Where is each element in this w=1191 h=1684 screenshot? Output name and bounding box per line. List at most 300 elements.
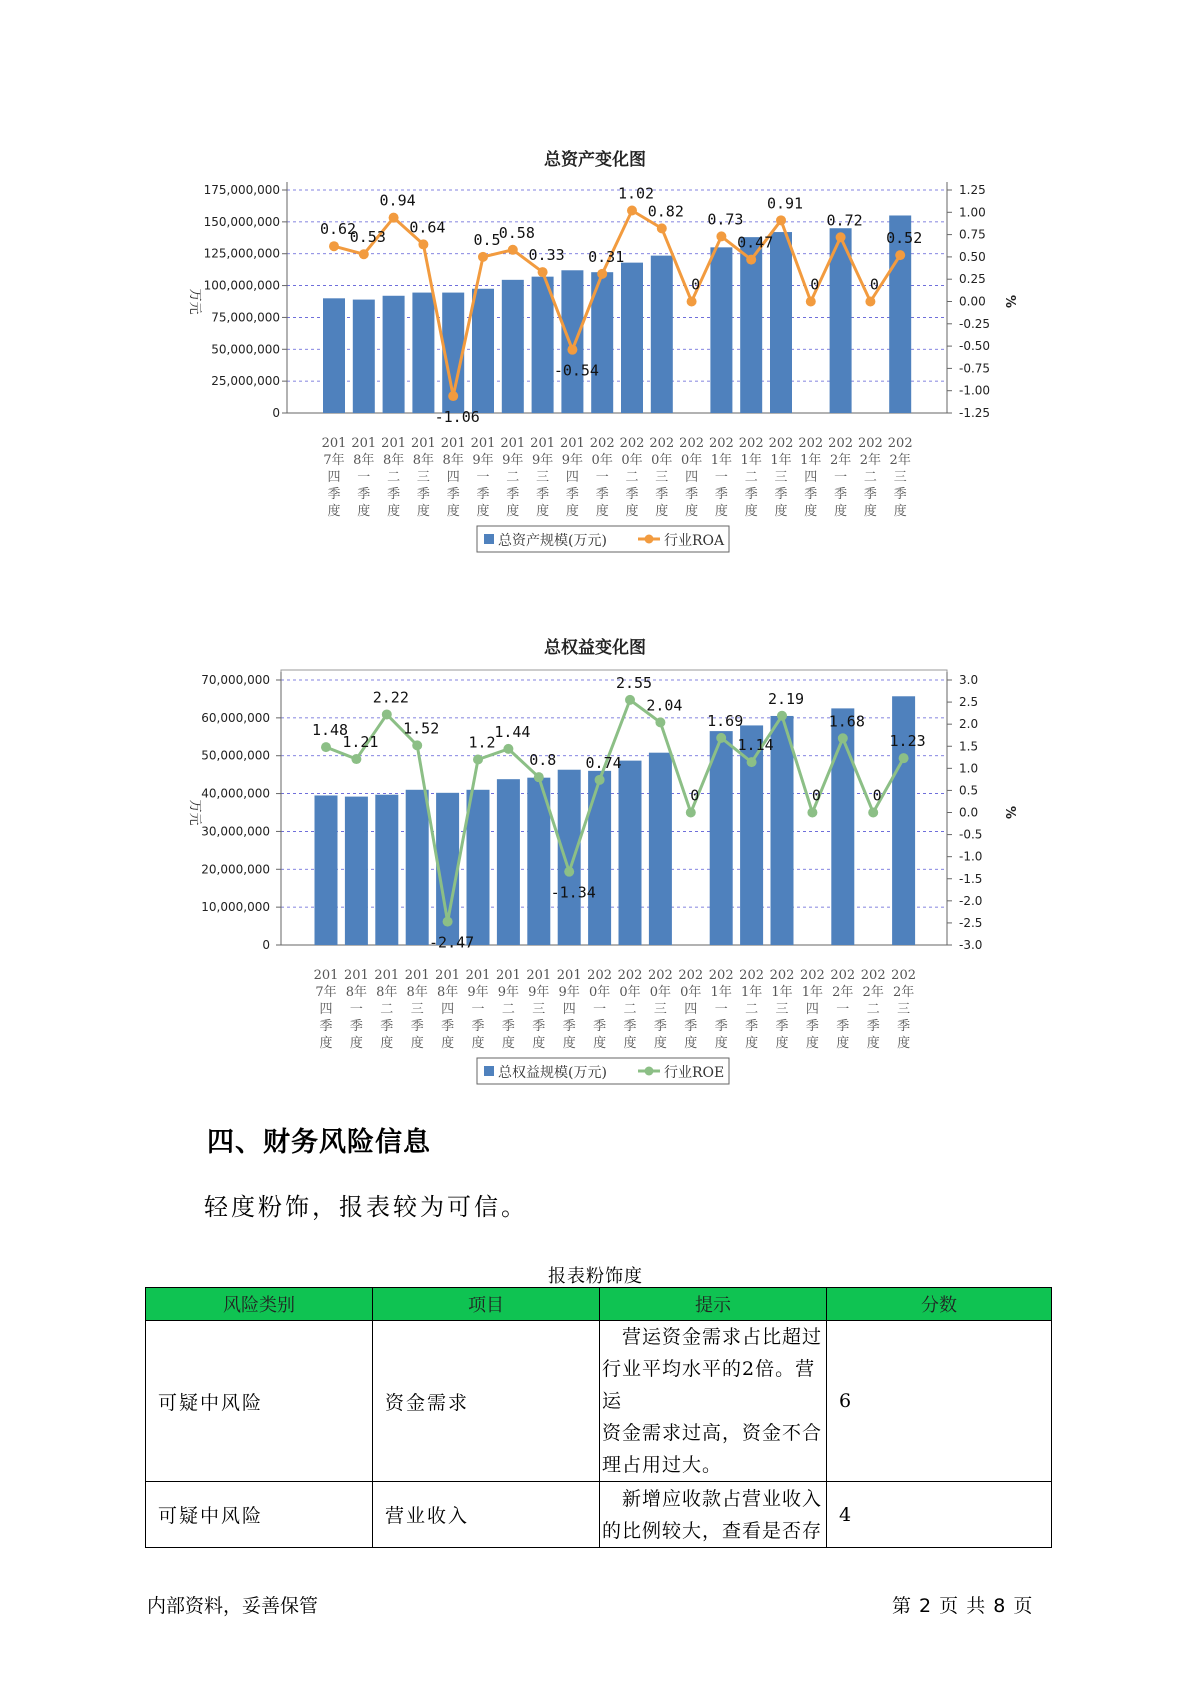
x-tick-label: 季: [774, 487, 788, 502]
bar: [345, 797, 368, 945]
bar: [532, 277, 554, 413]
x-tick-label: 202: [860, 968, 886, 983]
x-tick-label: 度: [714, 504, 728, 519]
x-tick-label: 度: [655, 504, 669, 519]
risk-table: [145, 1287, 1052, 1548]
x-tick-label: 三: [655, 470, 669, 485]
bar: [375, 795, 398, 945]
x-tick-label: 季: [562, 1019, 576, 1034]
line-point: [838, 733, 848, 743]
y2-tick-label: -1.25: [959, 406, 991, 420]
line-point: [503, 744, 513, 754]
header-tip: 提示: [600, 1288, 827, 1321]
x-tick-label: 季: [625, 487, 639, 502]
x-tick-label: 一: [714, 470, 728, 485]
x-tick-label: 202: [708, 968, 734, 983]
x-tick-label: 202: [769, 968, 795, 983]
bar: [315, 795, 338, 945]
x-tick-label: 一: [714, 1002, 728, 1017]
bar: [502, 280, 524, 413]
x-tick-label: 二: [745, 1002, 759, 1017]
x-tick-label: 202: [678, 968, 704, 983]
x-tick-label: 202: [619, 436, 645, 451]
x-tick-label: 1年: [801, 985, 824, 1000]
bar: [771, 716, 794, 945]
footer-page-number: 第 2 页 共 8 页: [892, 1595, 1034, 1617]
y-tick-label: 20,000,000: [201, 862, 270, 877]
line-point: [625, 695, 635, 705]
data-label: 0.64: [409, 218, 446, 237]
line-point: [534, 772, 544, 782]
data-label: 0.73: [707, 210, 744, 229]
data-label: 0: [872, 786, 882, 805]
x-tick-label: 9年: [472, 453, 494, 468]
y2-tick-label: 1.5: [959, 739, 979, 754]
x-tick-label: 201: [526, 968, 552, 983]
x-tick-label: 度: [684, 1036, 698, 1051]
x-tick-label: 1年: [710, 985, 732, 1000]
bar: [497, 779, 520, 945]
y-axis-title: 万元: [187, 799, 202, 826]
x-tick-label: 201: [530, 436, 556, 451]
data-label: 1.21: [342, 733, 379, 752]
legend-bar-label: 总权益规模(万元): [498, 1065, 607, 1081]
x-tick-label: 201: [404, 968, 430, 983]
x-tick-label: 8年: [376, 985, 398, 1000]
x-tick-label: 季: [834, 487, 848, 502]
x-tick-label: 季: [380, 1019, 394, 1034]
section-heading: 四、财务风险信息: [207, 1127, 431, 1158]
x-tick-label: 201: [321, 436, 347, 451]
x-tick-label: 季: [446, 487, 460, 502]
total-equity-chart-svg: [0, 630, 1191, 1100]
x-tick-label: 8年: [436, 985, 459, 1000]
bar: [710, 731, 733, 945]
x-tick-label: 0年: [651, 453, 673, 468]
x-tick-label: 四: [441, 1002, 455, 1017]
x-tick-label: 202: [887, 436, 913, 451]
x-tick-label: 季: [623, 1019, 637, 1034]
data-label: 0: [869, 275, 879, 294]
x-tick-label: 度: [501, 1036, 515, 1051]
legend-line-label: 行业ROE: [664, 1065, 725, 1081]
x-tick-label: 8年: [412, 453, 435, 468]
data-label: 0.91: [766, 194, 804, 213]
data-label: 0: [690, 786, 700, 805]
header-category: 风险类别: [146, 1288, 373, 1321]
chart-title: 总资产变化图: [544, 150, 646, 170]
x-tick-label: 度: [836, 1036, 850, 1051]
data-label: 1.02: [617, 184, 655, 203]
x-tick-label: 四: [805, 1002, 819, 1017]
x-tick-label: 度: [441, 1036, 455, 1051]
total-assets-chart-svg: [0, 130, 1191, 600]
y2-tick-label: 2.0: [959, 717, 979, 732]
data-label: 0: [810, 275, 820, 294]
data-label: 0.53: [349, 228, 386, 247]
legend-bar-swatch: [484, 1066, 494, 1076]
x-tick-label: 度: [565, 504, 579, 519]
x-tick-label: 度: [476, 504, 490, 519]
data-label: 0.8: [529, 751, 557, 770]
x-tick-label: 0年: [680, 985, 702, 1000]
x-tick-label: 202: [891, 968, 917, 983]
data-label: -0.54: [553, 361, 599, 380]
y2-tick-label: 1.0: [959, 761, 979, 776]
data-label: 0.62: [319, 220, 357, 239]
line-point: [806, 297, 816, 307]
x-tick-label: 季: [685, 487, 699, 502]
x-tick-label: 201: [435, 968, 461, 983]
y2-tick-label: -0.5: [959, 827, 983, 842]
x-tick-label: 季: [684, 1019, 698, 1034]
x-tick-label: 季: [805, 1019, 819, 1034]
x-tick-label: 度: [805, 1036, 819, 1051]
data-label: 1.52: [403, 719, 440, 738]
x-tick-label: 二: [625, 470, 639, 485]
data-label: 1.68: [828, 712, 865, 731]
line-point: [443, 917, 453, 927]
x-tick-label: 二: [380, 1002, 394, 1017]
y-tick-label: 50,000,000: [201, 748, 270, 763]
x-tick-label: 三: [532, 1002, 546, 1017]
x-tick-label: 202: [768, 436, 794, 451]
x-tick-label: 度: [471, 1036, 485, 1051]
data-label: 0.31: [588, 247, 625, 266]
data-label: 1.69: [707, 711, 744, 730]
x-tick-label: 202: [798, 436, 824, 451]
x-tick-label: 9年: [558, 985, 580, 1000]
x-tick-label: 度: [625, 504, 639, 519]
x-tick-label: 201: [374, 968, 400, 983]
x-tick-label: 二: [744, 470, 758, 485]
x-tick-label: 度: [804, 504, 818, 519]
y-tick-label: 70,000,000: [201, 673, 270, 687]
x-tick-label: 季: [593, 1019, 607, 1034]
x-tick-label: 二: [623, 1002, 637, 1017]
x-tick-label: 1年: [740, 453, 762, 468]
x-tick-label: 201: [465, 968, 491, 983]
table-row: [146, 1321, 1052, 1482]
x-tick-label: 度: [416, 504, 430, 519]
data-label: 0.52: [886, 229, 923, 248]
section-summary: 轻度粉饰，报表较为可信。: [204, 1193, 528, 1221]
x-tick-label: 9年: [528, 985, 550, 1000]
x-tick-label: 度: [410, 1036, 424, 1051]
line-point: [899, 753, 909, 763]
y-axis-title: 万元: [187, 288, 202, 315]
x-tick-label: 季: [653, 1019, 667, 1034]
x-tick-label: 一: [476, 470, 490, 485]
x-tick-label: 202: [617, 968, 643, 983]
data-label: 2.04: [646, 696, 683, 715]
data-label: -2.47: [429, 933, 475, 952]
x-tick-label: 二: [501, 1002, 515, 1017]
bar: [383, 296, 405, 413]
x-tick-label: 一: [595, 470, 609, 485]
x-tick-label: 季: [744, 487, 758, 502]
x-tick-label: 季: [536, 487, 550, 502]
x-tick-label: 2年: [859, 453, 882, 468]
y-tick-label: 40,000,000: [201, 786, 270, 801]
line-point: [321, 742, 331, 752]
total-equity-chart: [0, 630, 1191, 1100]
bar: [831, 708, 854, 945]
data-label: 0.47: [737, 233, 774, 252]
line-point: [359, 249, 369, 259]
row-score: 4: [827, 1482, 1052, 1548]
x-tick-label: 季: [441, 1019, 455, 1034]
x-tick-label: 2年: [889, 453, 911, 468]
legend-bar-label: 总资产规模(万元): [498, 533, 607, 549]
x-tick-label: 9年: [467, 985, 489, 1000]
line-point: [777, 711, 787, 721]
line-point: [478, 252, 488, 262]
x-tick-label: 度: [446, 504, 460, 519]
x-tick-label: 度: [357, 504, 371, 519]
x-tick-label: 201: [495, 968, 521, 983]
data-label: 2.22: [372, 688, 409, 707]
x-tick-label: 度: [653, 1036, 667, 1051]
x-tick-label: 四: [319, 1002, 333, 1017]
data-label: 0.5: [473, 230, 501, 249]
x-tick-label: 三: [775, 1002, 789, 1017]
row-category: 可疑中风险: [146, 1482, 373, 1548]
x-tick-label: 201: [440, 436, 466, 451]
line-point: [746, 255, 756, 265]
data-label: 1.14: [737, 736, 774, 755]
y2-tick-label: 0.0: [959, 805, 979, 820]
bar: [406, 790, 429, 945]
line-point: [351, 754, 361, 764]
x-tick-label: 202: [647, 968, 673, 983]
y2-tick-label: 0.25: [959, 272, 986, 287]
x-tick-label: 季: [655, 487, 669, 502]
footer-confidential: 内部资料，妥善保管: [147, 1595, 319, 1617]
bar: [588, 771, 611, 945]
legend-line-marker: [645, 1067, 654, 1076]
x-tick-label: 9年: [531, 453, 554, 468]
x-tick-label: 四: [684, 1002, 698, 1017]
x-tick-label: 度: [745, 1036, 759, 1051]
x-tick-label: 8年: [442, 453, 464, 468]
x-tick-label: 二: [866, 1002, 880, 1017]
line-point: [716, 231, 726, 241]
x-tick-label: 三: [410, 1002, 424, 1017]
line-point: [473, 755, 483, 765]
x-tick-label: 201: [470, 436, 496, 451]
x-tick-label: 季: [471, 1019, 485, 1034]
y2-tick-label: -0.25: [959, 316, 991, 331]
x-tick-label: 季: [410, 1019, 424, 1034]
x-tick-label: 9年: [497, 985, 520, 1000]
y2-tick-label: 2.5: [959, 695, 979, 710]
x-tick-label: 2年: [829, 453, 852, 468]
tip-line: 理占用过大。: [602, 1454, 723, 1476]
data-label: -1.34: [550, 883, 596, 902]
x-tick-label: 202: [739, 968, 765, 983]
y-tick-label: 0: [262, 938, 270, 952]
line-point: [807, 808, 817, 818]
x-tick-label: 季: [714, 1019, 728, 1034]
x-tick-label: 四: [685, 470, 699, 485]
x-tick-label: 二: [387, 470, 401, 485]
line-point: [687, 297, 697, 307]
y-tick-label: 100,000,000: [203, 278, 280, 293]
data-label: 1.23: [889, 732, 926, 751]
y2-tick-label: -0.50: [959, 339, 991, 354]
line-point: [865, 297, 875, 307]
data-label: 0.33: [528, 246, 565, 265]
x-tick-label: 度: [897, 1036, 911, 1051]
y-tick-label: 60,000,000: [201, 710, 270, 725]
chart-title: 总权益变化图: [544, 638, 646, 658]
line-point: [716, 733, 726, 743]
table-caption: 报表粉饰度: [548, 1266, 643, 1287]
line-point: [567, 345, 577, 355]
data-label: 0.94: [379, 191, 416, 210]
x-tick-label: 1年: [770, 453, 792, 468]
x-tick-label: 三: [897, 1002, 911, 1017]
header-item: 项目: [373, 1288, 600, 1321]
y2-tick-label: 1.00: [959, 205, 986, 220]
bar: [353, 300, 375, 413]
x-tick-label: 202: [828, 436, 854, 451]
x-tick-label: 四: [446, 470, 460, 485]
x-tick-label: 一: [593, 1002, 607, 1017]
y2-axis-title: %: [1002, 294, 1017, 309]
y2-tick-label: 0.75: [959, 227, 986, 242]
bar: [558, 770, 581, 945]
data-label: 2.19: [767, 689, 805, 708]
x-tick-label: 0年: [621, 453, 643, 468]
line-point: [657, 223, 667, 233]
x-tick-label: 季: [714, 487, 728, 502]
x-tick-label: 202: [587, 968, 613, 983]
y-tick-label: 50,000,000: [211, 342, 280, 357]
bar: [561, 270, 583, 413]
data-label: 0.58: [498, 223, 535, 242]
x-tick-label: 一: [834, 470, 848, 485]
x-tick-label: 三: [774, 470, 788, 485]
x-tick-label: 9年: [502, 453, 524, 468]
x-tick-label: 0年: [649, 985, 672, 1000]
x-tick-label: 8年: [345, 985, 368, 1000]
x-tick-label: 0年: [680, 453, 703, 468]
x-tick-label: 度: [595, 504, 609, 519]
x-tick-label: 2年: [832, 985, 854, 1000]
x-tick-label: 四: [327, 470, 341, 485]
line-point: [686, 808, 696, 818]
x-tick-label: 度: [349, 1036, 363, 1051]
y2-tick-label: -1.0: [959, 849, 983, 864]
x-tick-label: 度: [775, 1036, 789, 1051]
y-tick-label: 30,000,000: [201, 824, 270, 839]
x-tick-label: 0年: [619, 985, 641, 1000]
line-point: [508, 245, 518, 255]
bar: [472, 289, 494, 413]
row-item: 资金需求: [373, 1321, 600, 1482]
x-tick-label: 度: [562, 1036, 576, 1051]
x-tick-label: 201: [559, 436, 585, 451]
x-tick-label: 度: [863, 504, 877, 519]
line-point: [868, 808, 878, 818]
x-tick-label: 201: [313, 968, 339, 983]
x-tick-label: 季: [745, 1019, 759, 1034]
x-tick-label: 7年: [315, 985, 337, 1000]
line-point: [627, 206, 637, 216]
x-tick-label: 202: [589, 436, 615, 451]
line-point: [595, 775, 605, 785]
bar: [619, 761, 642, 945]
x-tick-label: 度: [893, 504, 907, 519]
x-tick-label: 0年: [591, 453, 613, 468]
x-tick-label: 三: [536, 470, 550, 485]
x-tick-label: 度: [536, 504, 550, 519]
y2-tick-label: 1.25: [959, 183, 986, 197]
x-tick-label: 202: [857, 436, 883, 451]
x-tick-label: 季: [387, 487, 401, 502]
data-label: 0: [691, 275, 701, 294]
table-row: [146, 1482, 1052, 1548]
line-point: [895, 250, 905, 260]
bar: [621, 263, 643, 413]
y2-tick-label: -0.75: [959, 361, 991, 376]
x-tick-label: 季: [349, 1019, 363, 1034]
x-tick-label: 度: [319, 1036, 333, 1051]
line-point: [389, 213, 399, 223]
x-tick-label: 度: [532, 1036, 546, 1051]
x-tick-label: 季: [327, 487, 341, 502]
data-label: 1.44: [494, 722, 531, 741]
line-point: [836, 232, 846, 242]
x-tick-label: 度: [834, 504, 848, 519]
line-point: [747, 757, 757, 767]
x-tick-label: 三: [893, 470, 907, 485]
x-tick-label: 度: [714, 1036, 728, 1051]
bar: [770, 232, 792, 413]
x-tick-label: 201: [410, 436, 436, 451]
tip-line: 的比例较大，查看是否存: [602, 1519, 823, 1542]
total-assets-chart: [0, 130, 1191, 600]
x-tick-label: 季: [501, 1019, 515, 1034]
x-tick-label: 度: [623, 1036, 637, 1051]
x-tick-label: 202: [830, 968, 856, 983]
x-tick-label: 季: [893, 487, 907, 502]
x-tick-label: 四: [804, 470, 818, 485]
x-tick-label: 一: [471, 1002, 485, 1017]
y2-tick-label: 0.5: [959, 783, 979, 798]
x-tick-label: 2年: [892, 985, 915, 1000]
tip-line: 营运资金需求占比超过: [602, 1326, 823, 1348]
x-tick-label: 202: [799, 968, 825, 983]
x-tick-label: 度: [387, 504, 401, 519]
bar: [323, 298, 345, 413]
x-tick-label: 季: [476, 487, 490, 502]
legend-line-label: 行业ROA: [664, 533, 725, 549]
line-point: [382, 709, 392, 719]
x-tick-label: 202: [738, 436, 764, 451]
x-tick-label: 度: [866, 1036, 880, 1051]
x-tick-label: 季: [506, 487, 520, 502]
bar: [710, 247, 732, 413]
x-tick-label: 8年: [406, 985, 428, 1000]
x-tick-label: 季: [532, 1019, 546, 1034]
y2-axis-title: %: [1002, 805, 1017, 820]
x-tick-label: 季: [866, 1019, 880, 1034]
x-tick-label: 四: [565, 470, 579, 485]
tip-line: 新增应收款占营业收入: [602, 1487, 823, 1510]
